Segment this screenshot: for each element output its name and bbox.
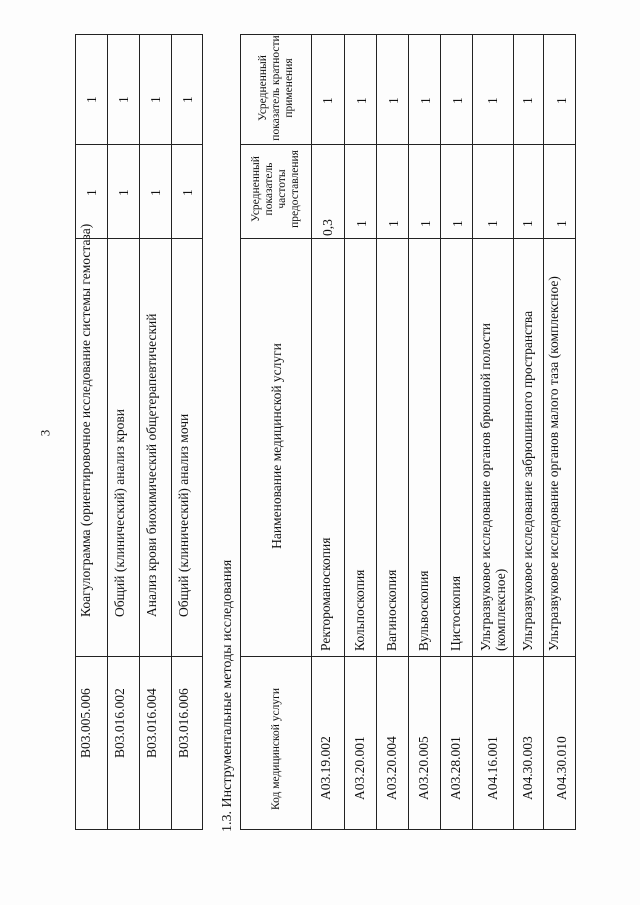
page-number: 3: [37, 429, 53, 437]
t2-header-mult: Усредненный показатель кратности применения: [256, 35, 295, 141]
t2-code-4: A03.20.005: [416, 736, 431, 800]
t1-mult-3: 1: [148, 96, 163, 103]
t2-code-6: A04.16.001: [485, 736, 500, 800]
t2-mult-5: 1: [450, 97, 465, 104]
t2-mult-8: 1: [554, 97, 569, 104]
t1-mult-1: 1: [84, 96, 99, 103]
t2-code-3: A03.20.004: [384, 736, 399, 800]
t2-code-2: A03.20.001: [352, 736, 367, 800]
section-title: 1.3. Инструментальные методы исследования: [220, 559, 235, 832]
t2-name-3: Вагиноскопия: [384, 569, 399, 651]
t2-mult-1: 1: [320, 97, 335, 104]
t2-freq-2: 1: [354, 220, 369, 227]
t2-freq-4: 1: [418, 220, 433, 227]
t1-code-3: B03.016.004: [144, 688, 159, 758]
t2-mult-6: 1: [485, 97, 500, 104]
t2-header-code: Код медицинской услуги: [269, 687, 282, 811]
t2-name-1: Ректороманоскопия: [318, 537, 333, 651]
t2-name-6: Ультразвуковое исследование органов брюшной полости (комплексное): [478, 323, 508, 651]
t1-name-3: Анализ крови биохимический общетерапевтический: [144, 313, 159, 617]
t2-code-1: A03.19.002: [318, 736, 333, 800]
t2-name-4: Вульвоскопия: [416, 570, 431, 651]
t2-freq-7: 1: [520, 220, 535, 227]
t1-freq-2: 1: [116, 189, 131, 196]
t1-code-1: B03.005.006: [78, 688, 93, 758]
t2-name-2: Кольпоскопия: [352, 569, 367, 651]
t2-code-8: A04.30.010: [554, 736, 569, 800]
t2-freq-3: 1: [386, 220, 401, 227]
t1-code-2: B03.016.002: [112, 688, 127, 758]
t2-mult-2: 1: [354, 97, 369, 104]
t2-header-name: Наименование медицинской услуги: [268, 343, 284, 549]
t2-mult-3: 1: [386, 97, 401, 104]
t2-code-7: A04.30.003: [520, 736, 535, 800]
t1-name-4: Общий (клинический) анализ мочи: [176, 413, 191, 617]
t2-mult-7: 1: [520, 97, 535, 104]
t1-name-1: Коагулограмма (ориентировочное исследование системы гемостаза): [78, 223, 93, 617]
t1-name-2: Общий (клинический) анализ крови: [112, 409, 127, 617]
t2-freq-6: 1: [485, 220, 500, 227]
t1-freq-4: 1: [180, 189, 195, 196]
t2-name-7: Ультразвуковое исследование забрюшинного пространства: [520, 310, 535, 651]
t2-code-5: A03.28.001: [448, 736, 463, 800]
t2-name-8: Ультразвуковое исследование органов малого таза (комплексное): [546, 276, 561, 651]
t2-freq-8: 1: [554, 220, 569, 227]
t2-name-5: Цистоскопия: [448, 575, 463, 651]
t1-freq-1: 1: [84, 189, 99, 196]
t1-code-4: B03.016.006: [176, 688, 191, 758]
t2-freq-1: 0,3: [320, 219, 335, 236]
t2-freq-5: 1: [450, 220, 465, 227]
t1-mult-4: 1: [180, 96, 195, 103]
t1-freq-3: 1: [148, 189, 163, 196]
t2-mult-4: 1: [418, 97, 433, 104]
t2-header-freq: Усредненный показатель частоты предоставления: [250, 150, 301, 228]
t1-mult-2: 1: [116, 96, 131, 103]
